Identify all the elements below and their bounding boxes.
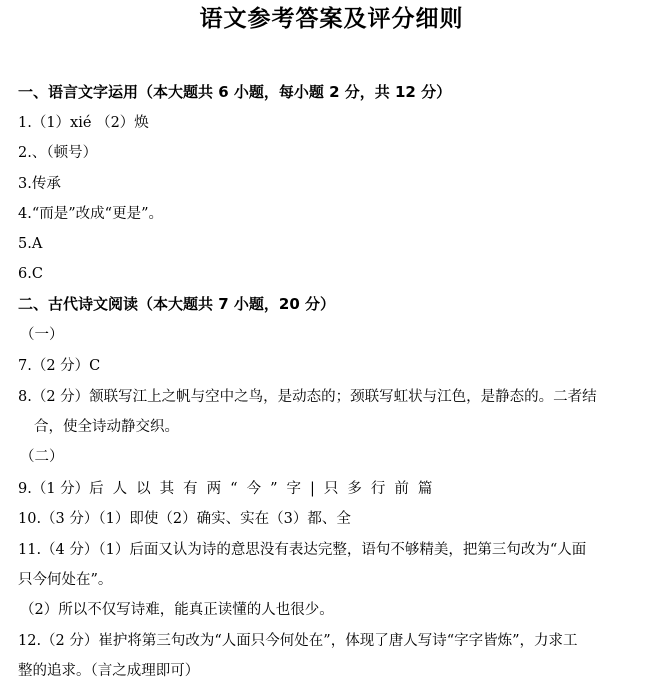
answer-q9-text: 后人以其有两“今”字|只多行前篇: [89, 481, 442, 497]
answer-q12-line2: 整的追求。（言之成理即可）: [18, 663, 200, 679]
answer-q9: [18, 479, 441, 499]
answer-q4: 4.“而是”改成“更是”。: [18, 206, 163, 222]
answer-q1: 1.（1）xié （2）焕: [18, 115, 149, 131]
answer-q2: 2.、（顿号）: [18, 145, 98, 161]
answer-q11-line2: 只今何处在”。: [18, 572, 113, 588]
answer-q11-line1: 11.（4 分）（1）后面又认为诗的意思没有表达完整，语句不够精美，把第三句改为“人面: [18, 542, 587, 558]
subsection-one: （一）: [20, 327, 64, 343]
answer-q9-prefix: 9.（1 分）: [18, 481, 90, 497]
answer-q12-line1: 12.（2 分）崔护将第三句改为“人面只今何处在”，体现了唐人写诗“字字皆炼”，力求工: [18, 633, 578, 649]
answer-q10: 10.（3 分）（1）即使（2）确实、实在（3）都、全: [18, 511, 351, 527]
document-title: 语文参考答案及评分细则: [199, 6, 464, 32]
answer-q8-line1: 8.（2 分）颔联写江上之帆与空中之鸟，是动态的；颈联写虹状与江色，是静态的。二者结: [18, 389, 597, 405]
answer-q3: 3.传承: [18, 176, 61, 192]
answer-q11-line3: （2）所以不仅写诗难，能真正读懂的人也很少。: [20, 602, 334, 618]
answer-q8-line2: 合，使全诗动静交织。: [34, 419, 179, 435]
subsection-two: （二）: [20, 449, 64, 465]
answer-q7: 7.（2 分）C: [18, 358, 101, 374]
answer-q5: 5.A: [18, 236, 43, 252]
answer-q6: 6.C: [18, 266, 43, 282]
section-heading-language-use: 一、语言文字运用（本大题共 6 小题，每小题 2 分，共 12 分）: [18, 83, 452, 101]
section-heading-classical-reading: 二、古代诗文阅读（本大题共 7 小题，20 分）: [18, 295, 335, 313]
